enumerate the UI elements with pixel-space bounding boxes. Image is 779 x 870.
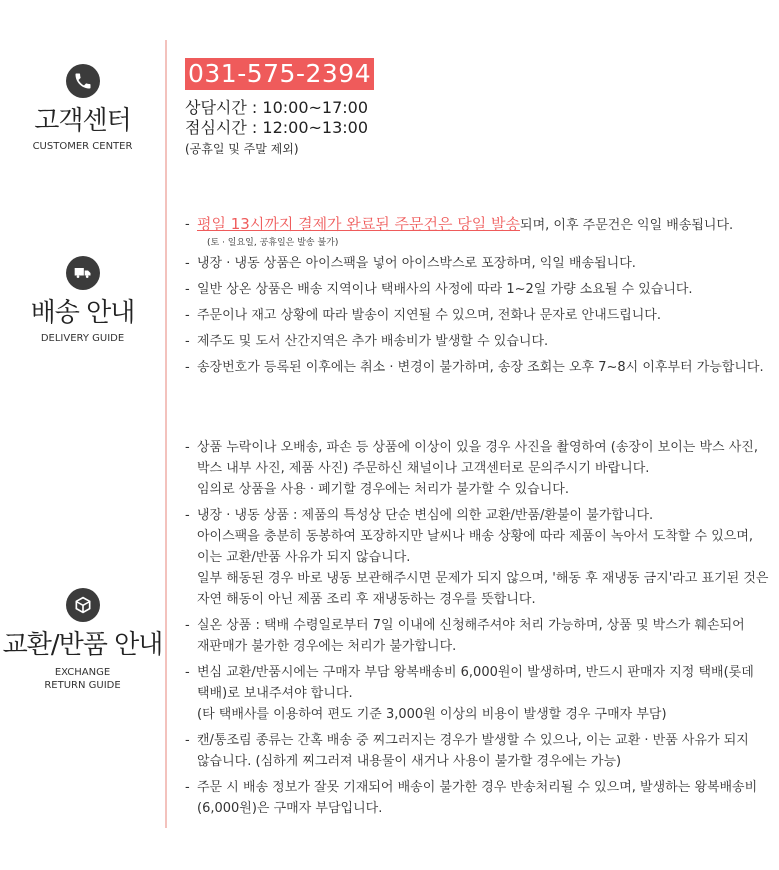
exchange-heading [0, 588, 165, 692]
consult-hours: 상담시간 : 10:00~17:00 [185, 98, 369, 117]
exchange-line: 박스 내부 사진, 제품 사진) 주문하신 채널이나 고객센터로 문의주시기 바랍니다. [197, 461, 650, 476]
exchange-title: 교환/반품 안내 [2, 630, 163, 660]
delivery-item: - 일반 상온 상품은 배송 지역이나 택배사의 사정에 따라 1~2일 가량 소요될 수 있습니다. [185, 279, 769, 300]
exchange-item [185, 777, 769, 819]
box-icon [66, 588, 100, 622]
exchange-line: 택배)로 보내주셔야 합니다. [197, 686, 353, 701]
delivery-subtitle: DELIVERY GUIDE [40, 333, 125, 344]
delivery-item: - 제주도 및 도서 산간지역은 추가 배송비가 발생할 수 있습니다. [185, 331, 769, 352]
truck-icon [66, 256, 100, 290]
delivery-item [185, 214, 769, 251]
exchange-line: - 상품 누락이나 오배송, 파손 등 상품에 이상이 있을 경우 사진을 촬영하여 (송장이 보이는 박스 사진, [197, 440, 758, 455]
delivery-heading [0, 256, 165, 345]
exchange-line: 임의로 상품을 사용 · 폐기할 경우에는 처리가 불가할 수 있습니다. [197, 482, 569, 497]
delivery-content [185, 214, 769, 383]
delivery-list [185, 214, 769, 378]
same-day-highlight: 평일 13시까지 결제가 완료된 주문건은 당일 발송 [197, 215, 521, 233]
delivery-item: - 주문이나 재고 상황에 따라 발송이 지연될 수 있으며, 전화나 문자로 안내드립니다. [185, 305, 769, 326]
delivery-title: 배송 안내 [30, 298, 135, 328]
exchange-line: - 주문 시 배송 정보가 잘못 기재되어 배송이 불가한 경우 반송처리될 수 있으며, 발생하는 왕복배송비 [197, 780, 758, 795]
exchange-line: 이는 교환/반품 사유가 되지 않습니다. [197, 550, 411, 565]
lunch-hours: 점심시간 : 12:00~13:00 [185, 118, 369, 137]
exchange-line: - 변심 교환/반품시에는 구매자 부담 왕복배송비 6,000원이 발생하며, 반드시 판매자 지정 택배(롯데 [197, 665, 754, 680]
exchange-subtitle-1: EXCHANGE [54, 667, 111, 678]
exchange-item [185, 505, 769, 610]
customer-center-subtitle: CUSTOMER CENTER [32, 141, 133, 152]
same-day-note: (토 · 일요일, 공휴일은 발송 불가) [207, 238, 339, 248]
exchange-item [185, 730, 769, 772]
exchange-item [185, 662, 769, 725]
exchange-line: 않습니다. (심하게 찌그러져 내용물이 새거나 사용이 불가할 경우에는 가능) [197, 754, 622, 769]
exchange-line: (6,000원)은 구매자 부담입니다. [197, 801, 383, 816]
customer-center-title: 고객센터 [34, 106, 131, 136]
exchange-line: 재판매가 불가한 경우에는 처리가 불가합니다. [197, 639, 457, 654]
same-day-rest: 되며, 이후 주문건은 익일 배송됩니다. [520, 218, 734, 233]
exchange-line: 아이스팩을 충분히 동봉하여 포장하지만 날씨나 배송 상황에 따라 제품이 녹아서 도착할 수 있으며, [197, 529, 754, 544]
exchange-line: - 실온 상품 : 택배 수령일로부터 7일 이내에 신청해주셔야 처리 가능하며, 상품 및 박스가 훼손되어 [197, 618, 745, 633]
exchange-item [185, 437, 769, 500]
exchange-list [185, 437, 769, 819]
customer-center-content [185, 58, 769, 157]
exchange-line: (타 택배사를 이용하여 편도 기준 3,000원 이상의 비용이 발생할 경우 구매자 부담) [197, 707, 667, 722]
delivery-item: - 송장번호가 등록된 이후에는 취소 · 변경이 불가하며, 송장 조회는 오후 7~8시 이후부터 가능합니다. [185, 357, 769, 378]
delivery-item: - 냉장 · 냉동 상품은 아이스팩을 넣어 아이스박스로 포장하며, 익일 배송됩니다. [185, 253, 769, 274]
phone-icon [66, 64, 100, 98]
customer-center-heading [0, 64, 165, 153]
exchange-item [185, 615, 769, 657]
vertical-divider [165, 40, 167, 828]
exchange-line: - 캔/통조림 종류는 간혹 배송 중 찌그러지는 경우가 발생할 수 있으나, 이는 교환 · 반품 사유가 되지 [197, 733, 749, 748]
phone-number[interactable]: 031-575-2394 [185, 58, 374, 90]
exchange-subtitle-2: RETURN GUIDE [44, 680, 121, 691]
exchange-line: 자연 해동이 아닌 제품 조리 후 재냉동하는 경우를 뜻합니다. [197, 592, 536, 607]
exchange-content [185, 437, 769, 824]
exchange-line: 일부 해동된 경우 바로 냉동 보관해주시면 문제가 되지 않으며, '해동 후 재냉동 금지'라고 표기된 것은 [197, 571, 769, 586]
exchange-line: - 냉장 · 냉동 상품 : 제품의 특성상 단순 변심에 의한 교환/반품/환불이 불가합니다. [197, 508, 654, 523]
hours-note: (공휴일 및 주말 제외) [185, 142, 299, 156]
